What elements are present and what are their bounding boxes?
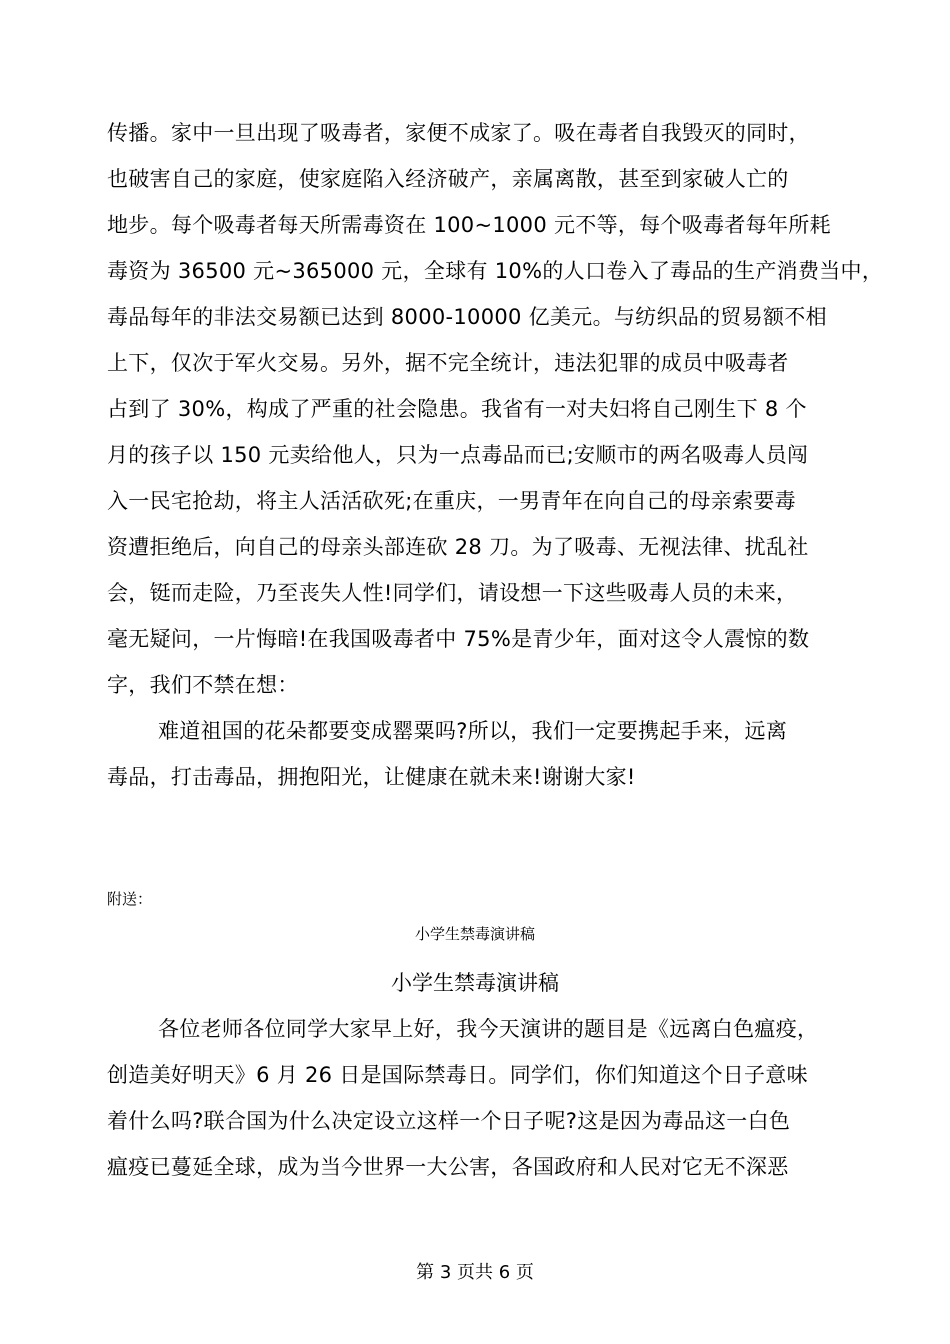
paragraph-line: 毫无疑问，一片悔暗!在我国吸毒者中 75%是青少年，面对这令人震惊的数: [107, 627, 810, 651]
paragraph-line: 上下，仅次于军火交易。另外，据不完全统计，违法犯罪的成员中吸毒者: [107, 351, 789, 375]
paragraph-line: 瘟疫已蔓延全球，成为当今世界一大公害，各国政府和人民对它无不深恶: [107, 1155, 789, 1179]
paragraph-line: 难道祖国的花朵都要变成罂粟吗?所以，我们一定要携起手来，远离: [158, 719, 788, 743]
paragraph-line: 创造美好明天》6 月 26 日是国际禁毒日。同学们，你们知道这个日子意味: [107, 1063, 808, 1087]
paragraph-line: 毒品，打击毒品，拥抱阳光，让健康在就未来!谢谢大家!: [107, 765, 636, 789]
paragraph-line: 地步。每个吸毒者每天所需毒资在 100~1000 元不等，每个吸毒者每年所耗: [107, 213, 831, 237]
paragraph-line: 月的孩子以 150 元卖给他人，只为一点毒品而已;安顺市的两名吸毒人员闯: [107, 443, 809, 467]
paragraph-line: 各位老师各位同学大家早上好，我今天演讲的题目是《远离白色瘟疫，: [158, 1017, 819, 1041]
paragraph-line: 传播。家中一旦出现了吸毒者，家便不成家了。吸在毒者自我毁灭的同时，: [107, 121, 810, 145]
paragraph-line: 占到了 30%，构成了严重的社会隐患。我省有一对夫妇将自己刚生下 8 个: [107, 397, 807, 421]
paragraph-line: 资遭拒绝后，向自己的母亲头部连砍 28 刀。为了吸毒、无视法律、扰乱社: [107, 535, 809, 559]
paragraph-line: 着什么吗?联合国为什么决定设立这样一个日子呢?这是因为毒品这一白色: [107, 1109, 791, 1133]
paragraph-line: 毒品每年的非法交易额已达到 8000-10000 亿美元。与纺织品的贸易额不相: [107, 305, 827, 329]
paragraph-line: 会，铤而走险，乃至丧失人性!同学们，请设想一下这些吸毒人员的未来，: [107, 581, 798, 605]
speech-title: 小学生禁毒演讲稿: [391, 971, 559, 995]
paragraph-line: 毒资为 36500 元~365000 元，全球有 10%的人口卷入了毒品的生产消费当中，: [107, 259, 884, 283]
page-number: 第 3 页共 6 页: [416, 1262, 534, 1283]
paragraph-line: 入一民宅抢劫，将主人活活砍死;在重庆，一男青年在向自己的母亲索要毒: [107, 489, 796, 513]
paragraph-line: 字，我们不禁在想：: [107, 673, 299, 697]
paragraph-line: 也破害自己的家庭，使家庭陷入经济破产，亲属离散，甚至到家破人亡的: [107, 167, 789, 191]
appendix-label: 附送：: [107, 890, 153, 908]
small-title: 小学生禁毒演讲稿: [414, 925, 535, 943]
